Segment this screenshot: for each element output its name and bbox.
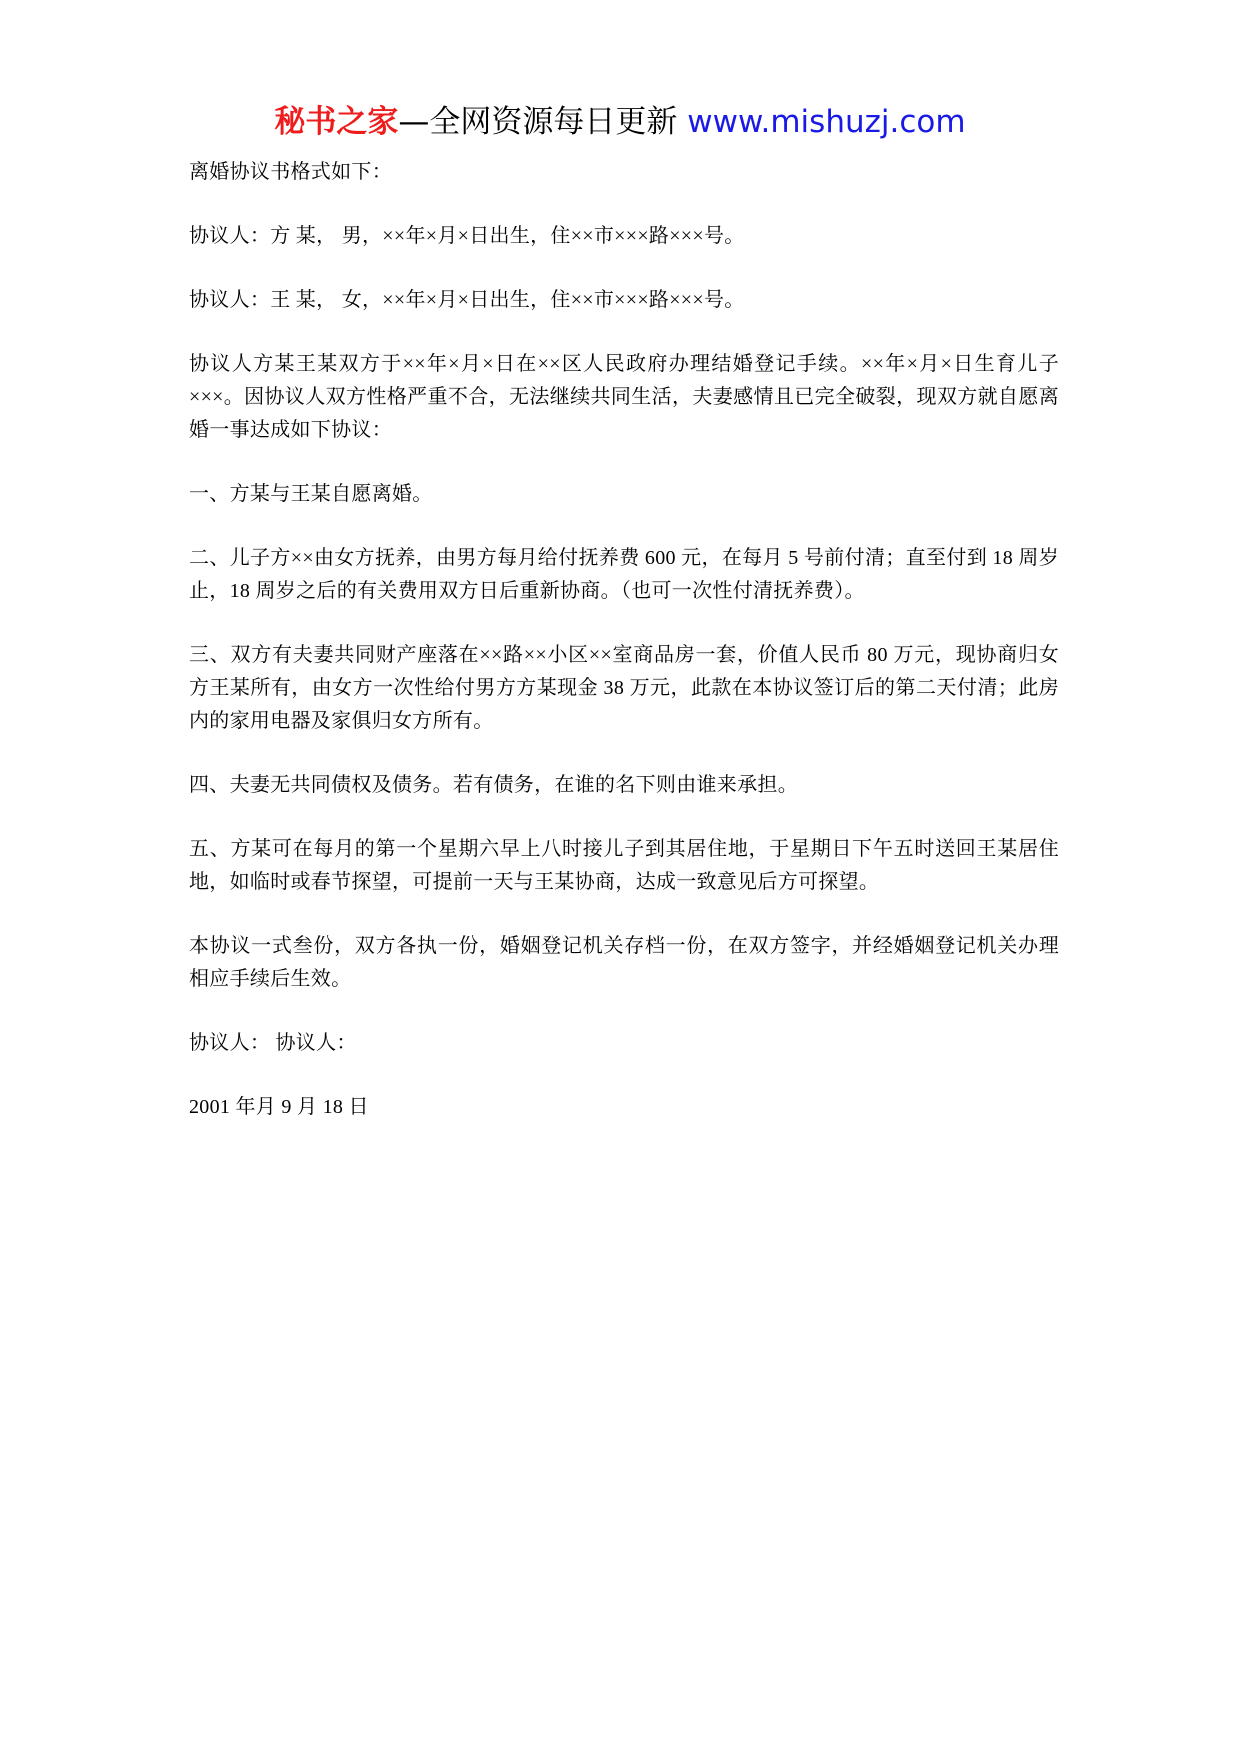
party-2-paragraph: 协议人：王 某， 女，××年×月×日出生，住××市×××路×××号。: [189, 289, 745, 311]
signatures-line: 协议人： 协议人：: [189, 1032, 357, 1054]
page-header: [0, 100, 1240, 144]
clause-1-paragraph: 一、方某与王某自愿离婚。: [189, 483, 433, 505]
date-line: 2001 年月 9 月 18 日: [189, 1096, 369, 1118]
intro-paragraph: 离婚协议书格式如下：: [189, 161, 392, 183]
clause-5-paragraph: 五、方某可在每月的第一个星期六早上八时接儿子到其居住地，于星期日下午五时送回王某居住地，如临时或春节探望，可提前一天与王某协商，达成一致意见后方可探望。: [189, 838, 1059, 893]
website-link[interactable]: www.mishuzj.com: [687, 104, 966, 140]
background-paragraph: 协议人方某王某双方于××年×月×日在××区人民政府办理结婚登记手续。××年×月×日生育儿子×××。因协议人双方性格严重不合，无法继续共同生活，夫妻感情且已完全破裂，现双方就自愿离婚一事达成如下协议：: [189, 353, 1059, 441]
clause-2-paragraph: 二、儿子方××由女方抚养，由男方每月给付抚养费 600 元，在每月 5 号前付清；直至付到 18 周岁止，18 周岁之后的有关费用双方日后重新协商。（也可一次性付清抚养费）。: [189, 547, 1059, 602]
clause-3-paragraph: 三、双方有夫妻共同财产座落在××路××小区××室商品房一套，价值人民币 80 万元，现协商归女方王某所有，由女方一次性给付男方方某现金 38 万元，此款在本协议签订后的第二天付清；此房内的家用电器及家俱归女方所有。: [189, 644, 1059, 732]
effect-paragraph: 本协议一式叁份，双方各执一份，婚姻登记机关存档一份，在双方签字，并经婚姻登记机关办理相应手续后生效。: [189, 935, 1059, 990]
brand-name: 秘书之家: [274, 104, 399, 140]
clause-4-paragraph: 四、夫妻无共同债权及债务。若有债务，在谁的名下则由谁来承担。: [189, 774, 798, 796]
party-1-paragraph: 协议人：方 某， 男，××年×月×日出生，住××市×××路×××号。: [189, 225, 745, 247]
document-body: [189, 156, 1059, 1155]
header-slogan: —全网资源每日更新: [398, 104, 688, 140]
